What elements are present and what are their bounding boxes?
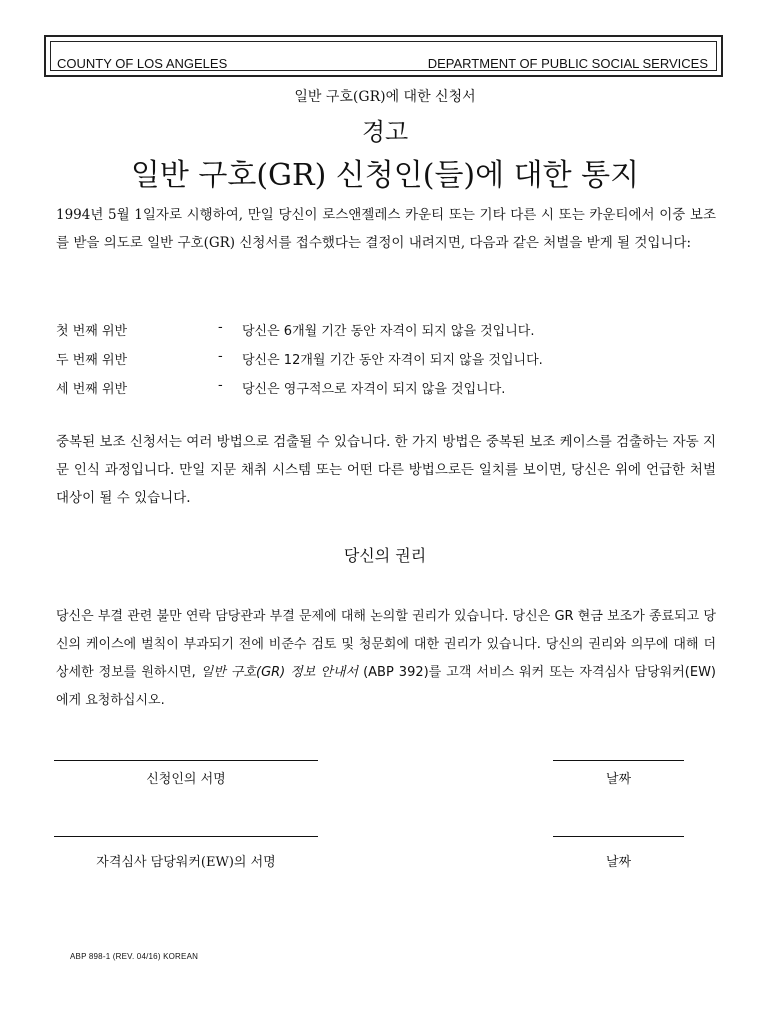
penalty-text: 당신은 영구적으로 자격이 되지 않을 것입니다. xyxy=(242,382,506,397)
applicant-date-label: 날짜 xyxy=(605,772,632,787)
rights-paragraph xyxy=(56,603,716,715)
form-subtitle: 일반 구호(GR)에 대한 신청서 xyxy=(294,89,476,105)
rights-text-after: (ABP 392)를 고객 서비스 워커 또는 자격심사 담당워커(EW)에게 요청하십시오. xyxy=(56,665,717,708)
page-title: 일반 구호(GR) 신청인(들)에 대한 통지 xyxy=(130,158,640,193)
rights-text-before: 당신은 부결 관련 불만 연락 담당관과 부결 문제에 대해 논의할 권리가 있습니다. 당신은 GR 현금 보조가 종료되고 당신의 케이스에 벌칙이 부과되기 전에 비준수 검토 및 청문회에 대한 권리가 있습니다. 당신의 권리와 의무에 대해 더 상세한 정보를 원하시면, xyxy=(56,609,716,680)
form-number-footer: ABP 898-1 (REV. 04/16) KOREAN xyxy=(70,952,199,961)
applicant-signature-line[interactable] xyxy=(54,760,318,761)
penalty-text: 당신은 6개월 기간 동안 자격이 되지 않을 것입니다. xyxy=(242,324,535,339)
county-name: COUNTY OF LOS ANGELES xyxy=(57,56,228,71)
penalty-label: 첫 번째 위반 xyxy=(56,324,128,339)
penalty-label: 세 번째 위반 xyxy=(56,382,128,397)
worker-signature-line[interactable] xyxy=(54,836,318,837)
rights-title: 당신의 권리 xyxy=(343,546,427,565)
header-inner xyxy=(50,41,717,71)
penalty-dash: - xyxy=(218,349,223,364)
header-box xyxy=(44,35,723,77)
worker-date-label: 날짜 xyxy=(605,855,632,870)
warning-title: 경고 xyxy=(361,118,409,146)
penalty-dash: - xyxy=(218,320,223,335)
penalty-label: 두 번째 위반 xyxy=(56,353,128,368)
penalty-text: 당신은 12개월 기간 동안 자격이 되지 않을 것입니다. xyxy=(242,353,543,368)
worker-signature-label: 자격심사 담당워커(EW)의 서명 xyxy=(96,855,276,870)
department-name: DEPARTMENT OF PUBLIC SOCIAL SERVICES xyxy=(427,56,708,71)
gr-info-guide-title: 일반 구호(GR) 정보 안내서 xyxy=(200,665,359,680)
worker-date-line[interactable] xyxy=(553,836,684,837)
intro-paragraph: 1994년 5월 1일자로 시행하여, 만일 당신이 로스앤젤레스 카운티 또는 기타 다른 시 또는 카운티에서 이중 보조를 받을 의도로 일반 구호(GR) 신청서를 접수했다는 결정이 내려지면, 다음과 같은 처벌을 받게 될 것입니다: xyxy=(56,207,716,251)
penalty-dash: - xyxy=(218,378,223,393)
applicant-date-line[interactable] xyxy=(553,760,684,761)
detection-paragraph: 중복된 보조 신청서는 여러 방법으로 검출될 수 있습니다. 한 가지 방법은 중복된 보조 케이스를 검출하는 자동 지문 인식 과정입니다. 만일 지문 채취 시스템 또는 어떤 다른 방법으로든 일치를 보이면, 당신은 위에 언급한 처벌 대상이 될 수 있습니다. xyxy=(56,434,716,506)
applicant-signature-label: 신청인의 서명 xyxy=(146,772,226,787)
